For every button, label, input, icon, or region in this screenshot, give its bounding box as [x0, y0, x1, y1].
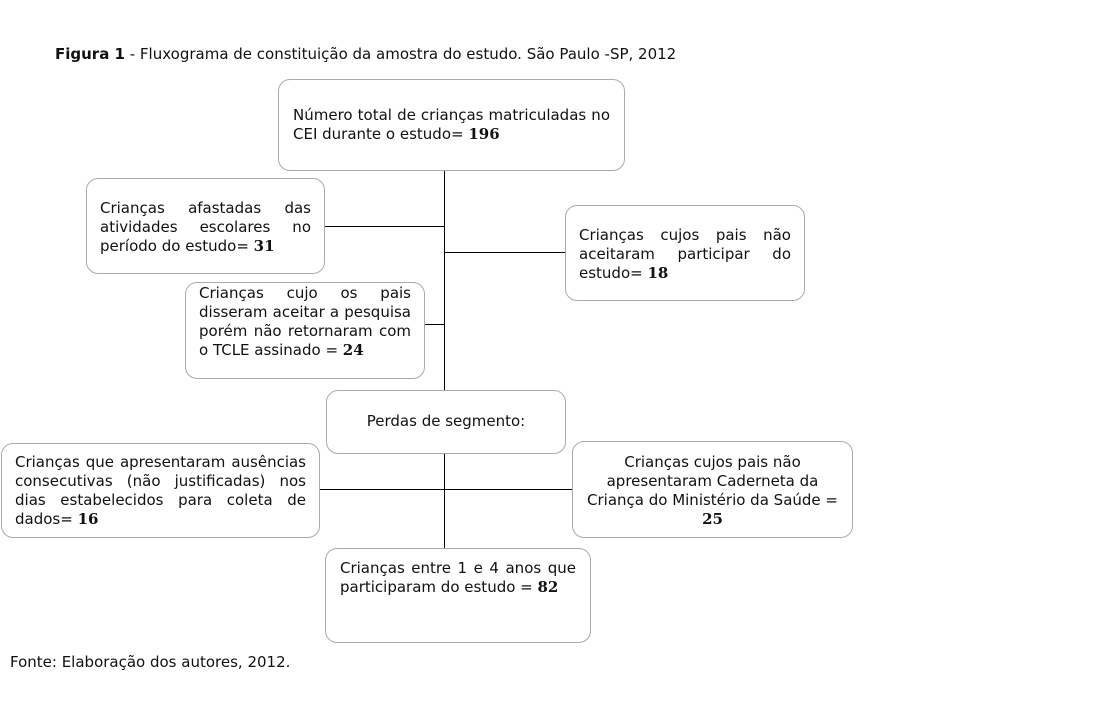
- node-ausencias-text: [15, 453, 306, 529]
- figure-caption-text: - Fluxograma de constituição da amostra do estudo. São Paulo -SP, 2012: [124, 45, 677, 63]
- connector-ausencias-caderneta: [319, 489, 573, 490]
- node-ausencias: [1, 443, 320, 538]
- node-ausencias-label: Crianças que apresentaram ausências consecutivas (não justificadas) nos dias estabelecidos para coleta de dados=: [15, 453, 306, 528]
- node-final: [325, 548, 591, 643]
- node-total-label: Número total de crianças matriculadas no CEI durante o estudo=: [293, 106, 610, 143]
- node-nao-retornaram-value: 24: [342, 341, 364, 359]
- node-afastadas: [86, 178, 325, 274]
- node-pais-nao-aceitaram-value: 18: [647, 264, 669, 282]
- node-pais-nao-aceitaram-label: Crianças cujos pais não aceitaram participar do estudo=: [579, 226, 791, 282]
- connector-pais-nao-aceitaram: [444, 252, 566, 253]
- node-afastadas-text: [100, 199, 311, 256]
- node-perdas: [326, 390, 566, 454]
- node-caderneta: [572, 441, 853, 538]
- node-final-text: [340, 559, 576, 597]
- node-caderneta-value: 25: [702, 510, 723, 528]
- figure-label: Figura 1: [55, 45, 125, 63]
- node-afastadas-value: 31: [253, 237, 275, 255]
- node-caderneta-label: Crianças cujos pais não apresentaram Caderneta da Criança do Ministério da Saúde =: [587, 453, 838, 509]
- connector-afastadas: [324, 226, 444, 227]
- node-nao-retornaram: [185, 282, 425, 379]
- node-total-text: [293, 106, 610, 144]
- node-nao-retornaram-label: Crianças cujo os pais disseram aceitar a pesquisa porém não retornaram com o TCLE assinado =: [199, 284, 411, 359]
- connector-nao-retornaram: [424, 324, 444, 325]
- node-pais-nao-aceitaram: [565, 205, 805, 301]
- node-caderneta-text: [587, 453, 838, 529]
- node-pais-nao-aceitaram-text: [579, 226, 791, 283]
- main-connector-lower: [444, 453, 445, 549]
- node-afastadas-label: Crianças afastadas das atividades escolares no período do estudo=: [100, 199, 311, 255]
- node-final-value: 82: [537, 578, 559, 596]
- node-ausencias-value: 16: [77, 510, 99, 528]
- node-total: [278, 79, 625, 171]
- node-total-value: 196: [468, 125, 500, 143]
- main-connector-upper: [444, 170, 445, 390]
- node-nao-retornaram-text: [199, 284, 411, 360]
- figure-source: Fonte: Elaboração dos autores, 2012.: [10, 653, 291, 671]
- node-perdas-text: Perdas de segmento:: [366, 412, 526, 430]
- figure-caption: [55, 44, 676, 64]
- node-final-label: Crianças entre 1 e 4 anos que participaram do estudo =: [340, 559, 576, 596]
